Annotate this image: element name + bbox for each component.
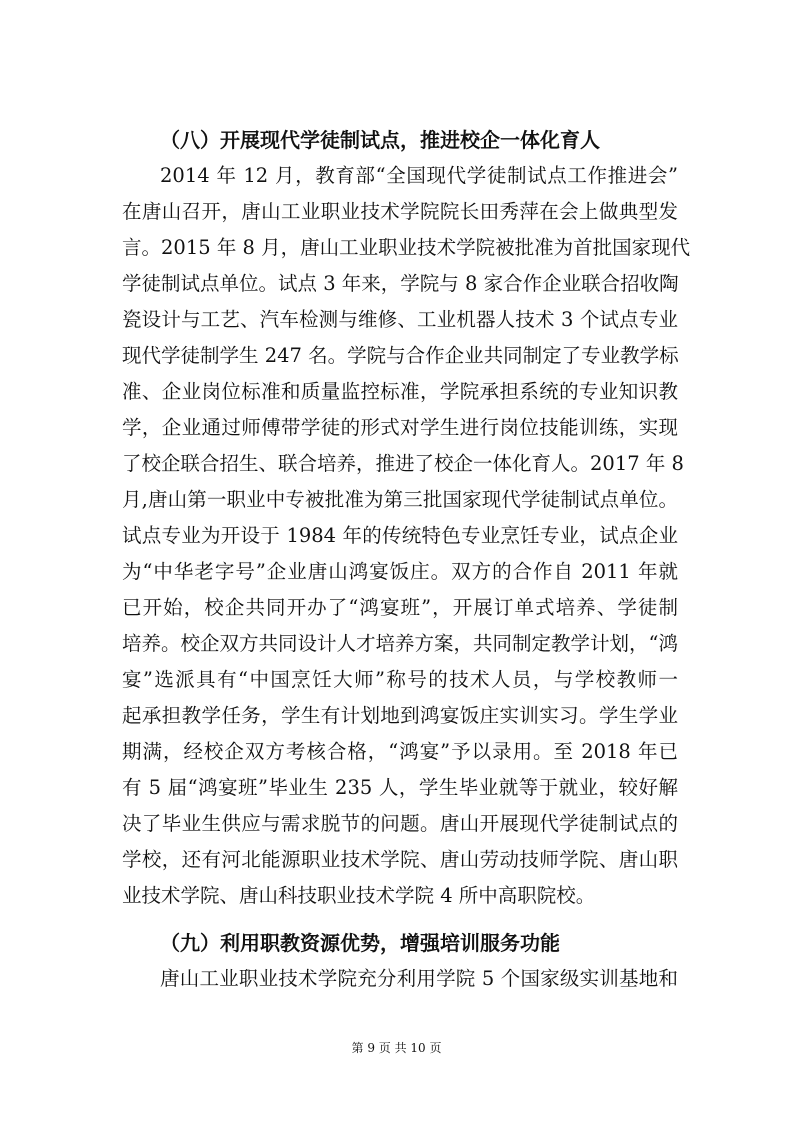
paragraph-line: 宴”选派具有“中国烹饪大师”称号的技术人员，与学校教师一 [122, 668, 678, 691]
paragraph-line: 瓷设计与工艺、汽车检测与维修、工业机器人技术 3 个试点专业 [122, 308, 678, 331]
section-8-heading: （八）开展现代学徒制试点，推进校企一体化育人 [160, 128, 600, 152]
paragraph-line: 月,唐山第一职业中专被批准为第三批国家现代学徒制试点单位。 [122, 488, 678, 511]
paragraph-line: 言。2015 年 8 月，唐山工业职业技术学院被批准为首批国家现代 [122, 236, 691, 259]
paragraph-line: 2014 年 12 月，教育部“全国现代学徒制试点工作推进会” [160, 164, 678, 187]
paragraph-line: 在唐山召开，唐山工业职业技术学院院长田秀萍在会上做典型发 [122, 200, 678, 223]
paragraph-line: 试点专业为开设于 1984 年的传统特色专业烹饪专业，试点企业 [122, 524, 678, 547]
paragraph-line: 期满，经校企双方考核合格，“鸿宴”予以录用。至 2018 年已 [122, 740, 678, 763]
paragraph-line: 了校企联合招生、联合培养，推进了校企一体化育人。2017 年 8 [122, 452, 684, 475]
page-number-footer: 第 9 页 共 10 页 [351, 1041, 442, 1055]
paragraph-line: 唐山工业职业技术学院充分利用学院 5 个国家级实训基地和 [160, 967, 678, 990]
section-9-heading: （九）利用职教资源优势，增强培训服务功能 [160, 931, 560, 955]
paragraph-line: 有 5 届“鸿宴班”毕业生 235 人，学生毕业就等于就业，较好解 [122, 776, 678, 799]
paragraph-line: 培养。校企双方共同设计人才培养方案，共同制定教学计划，“鸿 [122, 632, 678, 655]
paragraph-line: 现代学徒制学生 247 名。学院与合作企业共同制定了专业教学标 [122, 344, 679, 367]
paragraph-line: 已开始，校企共同开办了“鸿宴班”，开展订单式培养、学徒制 [122, 596, 678, 619]
paragraph-line: 学，企业通过师傅带学徒的形式对学生进行岗位技能训练，实现 [122, 416, 678, 439]
paragraph-line: 为“中华老字号”企业唐山鸿宴饭庄。双方的合作自 2011 年就 [122, 560, 678, 583]
paragraph-line: 准、企业岗位标准和质量监控标准，学院承担系统的专业知识教 [122, 380, 678, 403]
paragraph-line: 起承担教学任务，学生有计划地到鸿宴饭庄实训实习。学生学业 [122, 704, 678, 727]
paragraph-line: 业技术学院、唐山科技职业技术学院 4 所中高职院校。 [122, 884, 596, 907]
paragraph-line: 学徒制试点单位。试点 3 年来，学院与 8 家合作企业联合招收陶 [122, 272, 679, 295]
paragraph-line: 学校，还有河北能源职业技术学院、唐山劳动技师学院、唐山职 [122, 848, 678, 871]
paragraph-line: 决了毕业生供应与需求脱节的问题。唐山开展现代学徒制试点的 [122, 812, 678, 835]
